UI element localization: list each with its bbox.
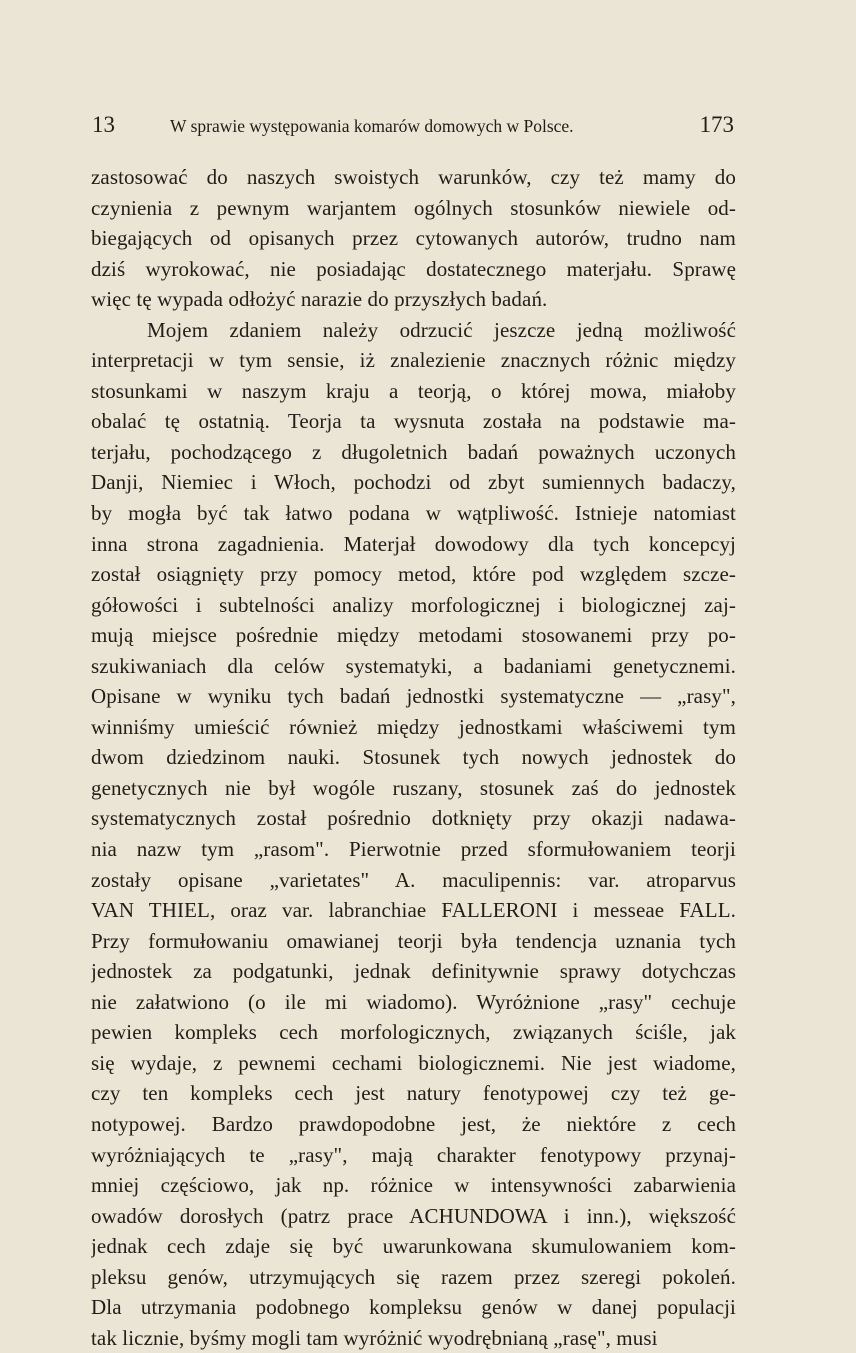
- left-page-number: 13: [92, 112, 115, 137]
- text-line: jednak cech zdaje się być uwarunkowana skumulowaniem kom-: [91, 1234, 736, 1259]
- text-line: więc tę wypada odłożyć narazie do przyszłych badań.: [91, 287, 548, 312]
- body-text: [91, 162, 736, 1353]
- text-line: czynienia z pewnym warjantem ogólnych stosunków niewiele od-: [91, 195, 736, 220]
- text-line: by mogła być tak łatwo podana w wątpliwość. Istnieje natomiast: [91, 501, 736, 526]
- running-title: W sprawie występowania komarów domowych w Polsce.: [170, 116, 574, 136]
- text-line: mują miejsce pośrednie między metodami stosowanemi przy po-: [91, 623, 736, 648]
- text-line: zostały opisane „varietates" A. maculipennis: var. atroparvus: [91, 867, 736, 892]
- text-line: stosunkami w naszym kraju a teorją, o której mowa, miałoby: [91, 378, 736, 403]
- text-line: nia nazw tym „rasom". Pierwotnie przed sformułowaniem teorji: [91, 837, 736, 862]
- text-line: owadów dorosłych (patrz prace ACHUNDOWA i inn.), większość: [91, 1203, 736, 1228]
- text-line: VAN THIEL, oraz var. labranchiae FALLERONI i messeae FALL.: [91, 898, 736, 923]
- text-line: pleksu genów, utrzymujących się razem przez szeregi pokoleń.: [91, 1264, 736, 1289]
- text-line: terjału, pochodzącego z długoletnich badań poważnych uczonych: [91, 439, 736, 464]
- text-line: gółowości i subtelności analizy morfologicznej i biologicznej zaj-: [91, 592, 736, 617]
- text-line: notypowej. Bardzo prawdopodobne jest, że niektóre z cech: [91, 1111, 736, 1136]
- text-line: inna strona zagadnienia. Materjał dowodowy dla tych koncepcyj: [91, 531, 736, 556]
- text-line: obalać tę ostatnią. Teorja ta wysnuta została na podstawie ma-: [91, 409, 736, 434]
- text-line: Dla utrzymania podobnego kompleksu genów w danej populacji: [91, 1295, 736, 1320]
- text-line: systematycznych został pośrednio dotknięty przy okazji nadawa-: [91, 806, 736, 831]
- text-line: mniej częściowo, jak np. różnice w intensywności zabarwienia: [91, 1173, 736, 1198]
- text-line: dwom dziedzinom nauki. Stosunek tych nowych jednostek do: [91, 745, 736, 770]
- text-line: Opisane w wyniku tych badań jednostki systematyczne — „rasy",: [91, 684, 736, 709]
- text-line: dziś wyrokować, nie posiadając dostatecznego materjału. Sprawę: [91, 256, 736, 281]
- text-line: został osiągnięty przy pomocy metod, które pod względem szcze-: [91, 562, 736, 587]
- text-line: nie załatwiono (o ile mi wiadomo). Wyróżnione „rasy" cechuje: [91, 989, 736, 1014]
- text-line: Mojem zdaniem należy odrzucić jeszcze jedną możliwość: [147, 317, 736, 342]
- text-line: biegających od opisanych przez cytowanych autorów, trudno nam: [91, 226, 736, 251]
- text-line: interpretacji w tym sensie, iż znalezienie znacznych różnic między: [91, 348, 736, 373]
- text-line: zastosować do naszych swoistych warunków, czy też mamy do: [91, 165, 736, 189]
- text-line: tak licznie, byśmy mogli tam wyróżnić wyodrębnianą „rasę", musi: [91, 1325, 658, 1350]
- text-line: się wydaje, z pewnemi cechami biologicznemi. Nie jest wiadome,: [91, 1050, 736, 1075]
- text-line: jednostek za podgatunki, jednak definitywnie sprawy dotychczas: [91, 959, 736, 984]
- text-line: genetycznych nie był wogóle ruszany, stosunek zaś do jednostek: [91, 775, 736, 800]
- right-page-number: 173: [699, 112, 734, 137]
- text-line: wyróżniających te „rasy", mają charakter fenotypowy przynaj-: [91, 1142, 736, 1167]
- text-line: winniśmy umieścić również między jednostkami właściwemi tym: [91, 714, 736, 739]
- text-line: szukiwaniach dla celów systematyki, a badaniami genetycznemi.: [91, 653, 736, 678]
- page-header: [92, 112, 734, 146]
- text-line: Przy formułowaniu omawianej teorji była tendencja uznania tych: [91, 928, 736, 953]
- text-line: czy ten kompleks cech jest natury fenotypowej czy też ge-: [91, 1081, 736, 1106]
- text-line: Danji, Niemiec i Włoch, pochodzi od zbyt sumiennych badaczy,: [91, 470, 736, 495]
- text-line: pewien kompleks cech morfologicznych, związanych ściśle, jak: [91, 1020, 736, 1045]
